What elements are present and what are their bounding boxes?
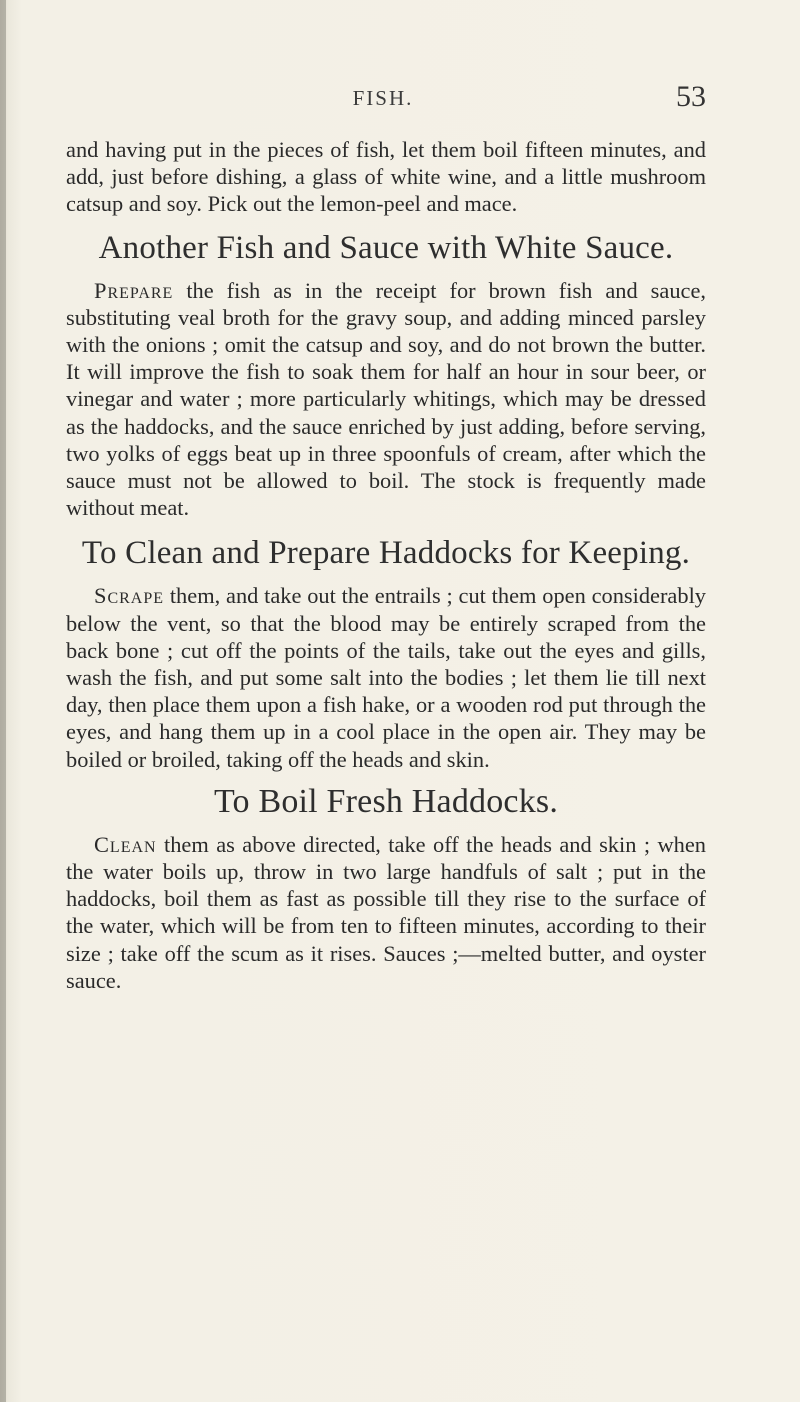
recipe-heading-boil-haddocks: To Boil Fresh Haddocks. bbox=[213, 782, 559, 820]
lead-word: Clean bbox=[94, 831, 157, 857]
page-gutter-shadow bbox=[0, 0, 6, 1402]
page-number: 53 bbox=[676, 80, 706, 113]
paragraph-body: them, and take out the entrails ; cut them open considerably below the vent, so that the blood may be entirely scraped from the back bone ; cut off the points of the tails, take out the eyes and gills, wash the fish, and put some salt into the bodies ; let them lie till next day, then place them upon a fish hake, or a wooden rod put through the eyes, and hang them up in a cool place in the open air. They may be boiled or broiled, taking off the heads and skin. bbox=[66, 583, 706, 772]
recipe-paragraph-keeping-haddocks bbox=[66, 582, 706, 772]
continued-paragraph: and having put in the pieces of fish, let them boil fifteen minutes, and add, just before dishing, a glass of white wine, and a little mushroom catsup and soy. Pick out the lemon-peel and mace. bbox=[66, 137, 706, 217]
text-block bbox=[66, 136, 706, 994]
lead-word: Scrape bbox=[94, 583, 165, 609]
paragraph-body: the fish as in the receipt for brown fish and sauce, substituting veal broth for the gravy soup, and adding minced parsley with the onions ; omit the catsup and soy, and do not brown the butter. It will improve the fish to soak them for half an hour in sour beer, or vinegar and water ; more particularly whitings, which may be dressed as the haddocks, and the sauce enriched by just adding, before serving, two yolks of eggs beat up in three spoonfuls of cream, after which the sauce must not be allowed to boil. The stock is frequently made without meat. bbox=[66, 277, 706, 521]
recipe-paragraph-boil-haddocks bbox=[66, 831, 706, 994]
running-title: FISH. bbox=[352, 86, 414, 110]
recipe-heading-white-sauce: Another Fish and Sauce with White Sauce. bbox=[98, 229, 674, 266]
running-head bbox=[60, 80, 706, 120]
recipe-heading-keeping-haddocks: To Clean and Prepare Haddocks for Keeping. bbox=[81, 535, 691, 572]
lead-word: Prepare bbox=[94, 277, 174, 303]
recipe-paragraph-white-sauce bbox=[66, 277, 706, 522]
paragraph-body: them as above directed, take off the heads and skin ; when the water boils up, throw in two large handfuls of salt ; put in the haddocks, boil them as fast as possible till they rise to the surface of the water, which will be from ten to fifteen minutes, according to their size ; take off the scum as it rises. Sauces ;—melted butter, and oyster sauce. bbox=[66, 831, 706, 993]
